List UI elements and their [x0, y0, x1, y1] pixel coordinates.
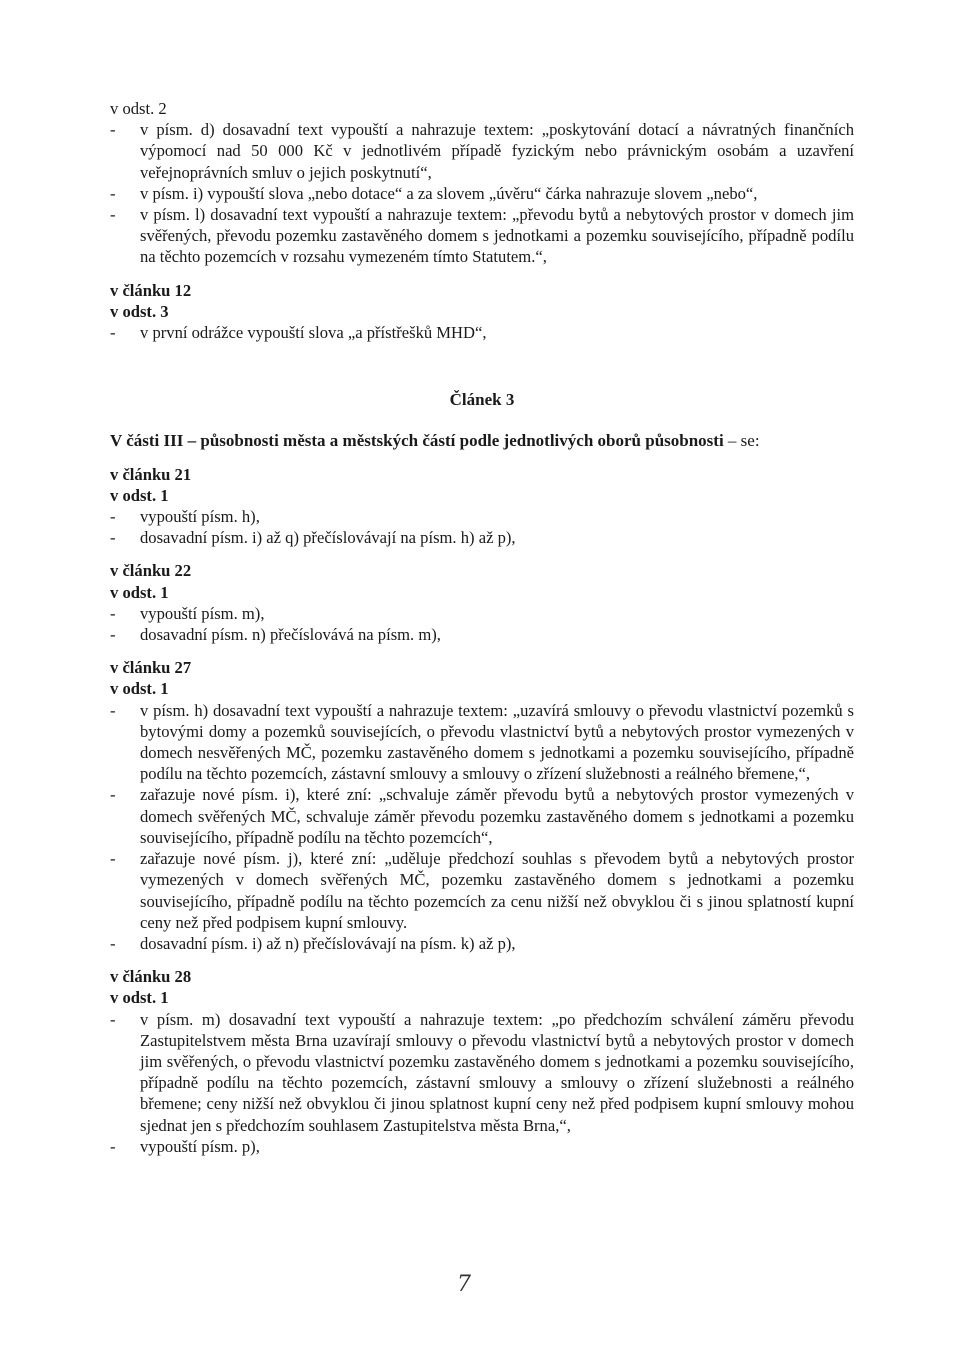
part-heading — [110, 430, 854, 451]
list-item-text: v písm. m) dosavadní text vypouští a nahrazuje textem: „po předchozím schválení záměru převodu Zastupitelstvem města Brna uzavírají smlouvy o převodu vlastnictví bytů a nebytových prostor v domech jim svěřených, o převodu vlastnictví pozemku zastavěného domem s jednotkami a pozemku souvisejícího, případně podílu na těchto pozemcích, zástavní smlouvy a smlouvy o zřízení služebnosti a reálného břemene; ceny nižší než obvyklou či jinou splatnost kupní ceny než před podpisem kupní smlouvy mohou sjednat jen s předchozím souhlasem Zastupitelstva města Brna,“, — [140, 1009, 854, 1135]
section-clanek-22 — [110, 560, 854, 645]
list-item-text: dosavadní písm. n) přečíslovává na písm. m), — [140, 625, 441, 645]
list-item — [110, 1009, 854, 1136]
part-heading-suffix: – se: — [723, 431, 760, 451]
list-item-text: v písm. i) vypouští slova „nebo dotace“ a za slovem „úvěru“ čárka nahrazuje slovem „nebo“, — [140, 183, 758, 203]
list-item — [110, 1136, 854, 1157]
odst-heading: v odst. 1 — [110, 988, 169, 1008]
list-item — [110, 506, 854, 527]
clanek-heading: v článku 21 — [110, 464, 192, 484]
dash-bullet: - — [110, 1136, 116, 1156]
document-page — [110, 98, 854, 1157]
section-clanek-27 — [110, 657, 854, 954]
dash-bullet: - — [110, 205, 116, 225]
list-item-text: dosavadní písm. i) až n) přečíslovávají na písm. k) až p), — [140, 933, 516, 953]
dash-bullet: - — [110, 849, 116, 869]
list-item — [110, 204, 854, 268]
dash-bullet: - — [110, 323, 116, 343]
odst-heading: v odst. 3 — [110, 301, 169, 321]
list-item — [110, 933, 854, 954]
list-item-text: vypouští písm. h), — [140, 507, 260, 527]
dash-bullet: - — [110, 528, 116, 548]
list-item-text: v první odrážce vypouští slova „a přístřešků MHD“, — [140, 323, 487, 343]
list-item — [110, 183, 854, 204]
section-odst-2 — [110, 98, 854, 268]
odst-heading: v odst. 1 — [110, 679, 169, 699]
dash-bullet: - — [110, 785, 116, 805]
list-item — [110, 700, 854, 785]
odst-heading: v odst. 2 — [110, 99, 167, 118]
section-clanek-28 — [110, 966, 854, 1157]
clanek-heading: v článku 12 — [110, 280, 192, 300]
part-heading-text: V části III – působnosti města a městských částí podle jednotlivých oborů působnosti — [110, 431, 724, 451]
list-item-text: vypouští písm. p), — [140, 1136, 260, 1156]
dash-bullet: - — [110, 603, 116, 623]
dash-bullet: - — [110, 700, 116, 720]
article-title: Článek 3 — [449, 390, 515, 410]
page-number: 7 — [457, 1272, 471, 1297]
list-item — [110, 527, 854, 548]
dash-bullet: - — [110, 933, 116, 953]
list-item-text: v písm. l) dosavadní text vypouští a nahrazuje textem: „převodu bytů a nebytových prostor v domech jim svěřených, převodu pozemku zastavěného domem s jednotkami a pozemku souvisejícího, případně podílu na těchto pozemcích v rozsahu vymezeném tímto Statutem.“, — [140, 205, 854, 267]
list-item-text: v písm. d) dosavadní text vypouští a nahrazuje textem: „poskytování dotací a návratných finančních výpomocí nad 50 000 Kč v jednotlivém případě fyzickým nebo právnickým osobám a uzavření veřejnoprávních smluv o jejich poskytnutí“, — [140, 120, 854, 182]
clanek-heading: v článku 22 — [110, 561, 192, 581]
clanek-heading: v článku 27 — [110, 658, 192, 678]
dash-bullet: - — [110, 507, 116, 527]
dash-bullet: - — [110, 183, 116, 203]
list-item — [110, 624, 854, 645]
list-item-text: v písm. h) dosavadní text vypouští a nahrazuje textem: „uzavírá smlouvy o převodu vlastnictví pozemků s bytovými domy a pozemků souvisejících, o převodu vlastnictví bytů a nebytových prostor vymezených v domech nesvěřených MČ, pozemku zastavěného domem s jednotkami a pozemku souvisejícího, případně podílu na těchto pozemcích, zástavní smlouvy a smlouvy o zřízení služebnosti a reálného břemene,“, — [140, 700, 854, 784]
list-item — [110, 603, 854, 624]
clanek-heading: v článku 28 — [110, 967, 192, 987]
list-item — [110, 848, 854, 933]
odst-heading: v odst. 1 — [110, 485, 169, 505]
section-clanek-12 — [110, 280, 854, 344]
list-item — [110, 322, 854, 343]
section-clanek-21 — [110, 464, 854, 549]
list-item — [110, 784, 854, 848]
dash-bullet: - — [110, 1009, 116, 1029]
list-item — [110, 119, 854, 183]
list-item-text: zařazuje nové písm. j), které zní: „uděluje předchozí souhlas s převodem bytů a nebytových prostor vymezených v domech svěřených MČ, pozemku zastavěného domem s jednotkami a pozemku souvisejícího, případně podílu na těchto pozemcích za cenu nižší než obvyklou či s jinou splatností kupní ceny než před podpisem kupní smlouvy. — [140, 849, 854, 932]
odst-heading: v odst. 1 — [110, 582, 169, 602]
dash-bullet: - — [110, 625, 116, 645]
dash-bullet: - — [110, 120, 116, 140]
list-item-text: zařazuje nové písm. i), které zní: „schvaluje záměr převodu bytů a nebytových prostor vymezených v domech svěřených MČ, schvaluje záměr převodu pozemku zastavěného domem s jednotkami a pozemku souvisejícího, případně podílu na těchto pozemcích“, — [140, 785, 854, 847]
list-item-text: dosavadní písm. i) až q) přečíslovávají na písm. h) až p), — [140, 528, 516, 548]
list-item-text: vypouští písm. m), — [140, 603, 265, 623]
